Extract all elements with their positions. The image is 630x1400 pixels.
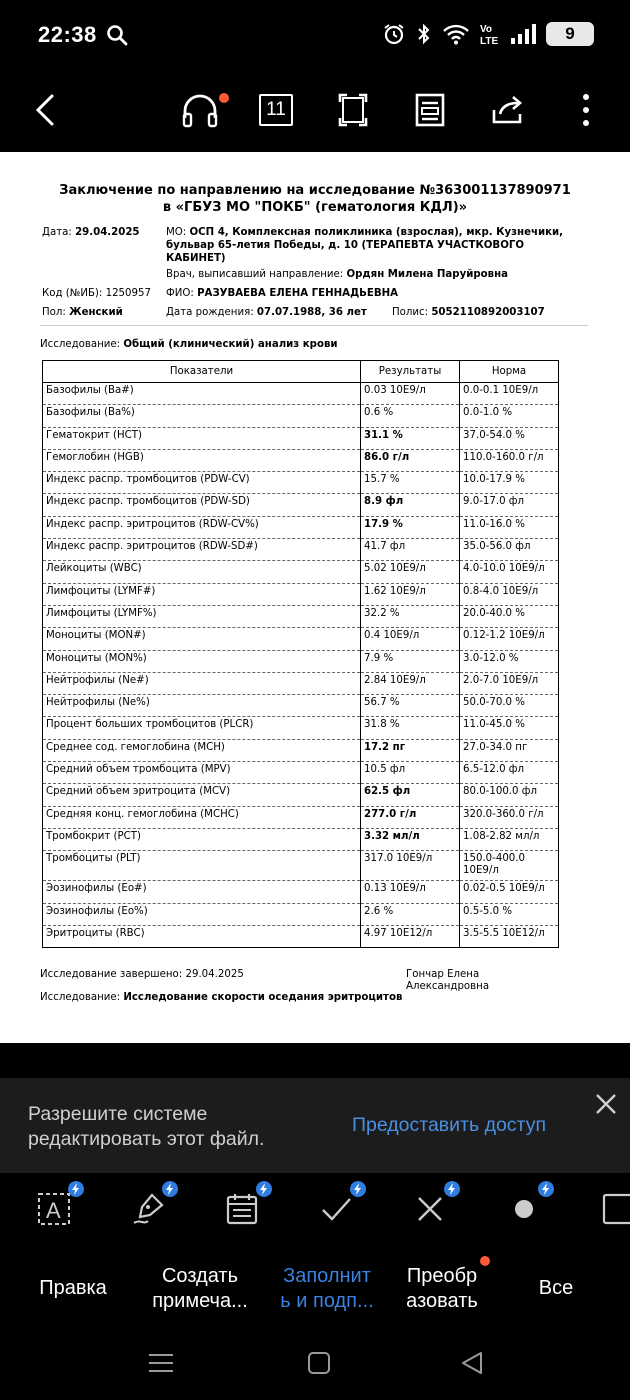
status-bar [0, 0, 630, 72]
text-tool-button[interactable] [34, 1189, 74, 1229]
policy-field [392, 306, 545, 319]
completed-value: 29.04.2025 [185, 969, 244, 980]
cell-result: 2.6 % [361, 903, 460, 925]
signal-icon [510, 23, 536, 45]
cell-result: 17.2 пг [361, 739, 460, 761]
tab-create-note[interactable] [140, 1264, 260, 1314]
dot-tool-button[interactable] [504, 1189, 544, 1229]
status-time: 22:38 [38, 22, 97, 47]
banner-message [28, 1102, 264, 1152]
cell-norm: 3.0-12.0 % [460, 650, 559, 672]
cell-result: 56.7 % [361, 695, 460, 717]
cell-norm: 20.0-40.0 % [460, 605, 559, 627]
cell-result: 7.9 % [361, 650, 460, 672]
cell-result: 41.7 фл [361, 539, 460, 561]
cell-result: 2.84 10E9/л [361, 672, 460, 694]
cell-norm: 0.8-4.0 10E9/л [460, 583, 559, 605]
bottom-tabs [0, 1250, 630, 1332]
cell-norm: 3.5-5.5 10E12/л [460, 925, 559, 947]
fullscreen-button[interactable] [329, 86, 377, 134]
date-tool-button[interactable] [222, 1189, 262, 1229]
study2-label: Исследование: [40, 992, 121, 1003]
notification-dot [480, 1256, 490, 1266]
table-row [43, 672, 559, 694]
cell-indicator: Базофилы (Ba#) [43, 383, 361, 405]
cell-norm: 1.08-2.82 мл/л [460, 828, 559, 850]
table-body [43, 383, 559, 948]
calendar-icon [225, 1192, 259, 1226]
cell-result: 0.6 % [361, 405, 460, 427]
table-row [43, 427, 559, 449]
lightning-badge-icon [350, 1181, 366, 1197]
app-toolbar [0, 72, 630, 152]
close-icon [592, 1090, 620, 1118]
tab-fill-sign-line1: Заполнит [283, 1265, 371, 1287]
cell-indicator: Средний объем эритроцита (MCV) [43, 784, 361, 806]
header-norm: Норма [460, 361, 559, 383]
cell-norm: 110.0-160.0 г/л [460, 449, 559, 471]
lightning-badge-icon [162, 1181, 178, 1197]
cell-indicator: Индекс распр. тромбоцитов (PDW-CV) [43, 472, 361, 494]
pen-nib-icon [130, 1191, 166, 1227]
tab-all[interactable] [526, 1276, 586, 1301]
header-indicator: Показатели [43, 361, 361, 383]
cell-result: 31.8 % [361, 717, 460, 739]
cell-result: 17.9 % [361, 516, 460, 538]
cell-norm: 35.0-56.0 фл [460, 539, 559, 561]
tab-convert-line2: азовать [406, 1290, 478, 1312]
lightning-badge-icon [68, 1181, 84, 1197]
alarm-icon [382, 22, 406, 46]
date-label: Дата: [42, 227, 72, 238]
cell-indicator: Базофилы (Ba%) [43, 405, 361, 427]
table-row [43, 605, 559, 627]
document-page [0, 152, 630, 1044]
table-row [43, 561, 559, 583]
dob-label: Дата рождения: [166, 307, 254, 318]
policy-value: 5052110892003107 [431, 307, 545, 318]
doctor-label: Врач, выписавший направление: [166, 269, 344, 280]
share-icon [490, 94, 526, 126]
cell-indicator: Лейкоциты (WBC) [43, 561, 361, 583]
cell-norm: 9.0-17.0 фл [460, 494, 559, 516]
signer-line-1: Гончар Елена [406, 969, 480, 980]
cell-result: 1.62 10E9/л [361, 583, 460, 605]
cell-norm: 6.5-12.0 фл [460, 762, 559, 784]
fio-value: РАЗУВАЕВА ЕЛЕНА ГЕННАДЬЕВНА [197, 288, 399, 299]
checkmark-tool-button[interactable] [316, 1189, 356, 1229]
cell-norm: 50.0-70.0 % [460, 695, 559, 717]
cell-result: 0.4 10E9/л [361, 628, 460, 650]
tab-edit-label: Правка [39, 1277, 107, 1299]
table-header-row [43, 361, 559, 383]
table-row [43, 925, 559, 947]
cell-indicator: Эозинофилы (Eo#) [43, 881, 361, 903]
cell-indicator: Тромбокрит (PCT) [43, 828, 361, 850]
cell-indicator: Моноциты (MON#) [43, 628, 361, 650]
dob-value: 07.07.1988, 36 лет [256, 307, 367, 318]
dot-icon [513, 1198, 535, 1220]
read-aloud-button[interactable] [176, 86, 224, 134]
fio-field [166, 287, 398, 300]
cell-norm: 0.5-5.0 % [460, 903, 559, 925]
table-row [43, 784, 559, 806]
reading-mode-button[interactable] [406, 86, 454, 134]
fio-label: ФИО: [166, 288, 194, 299]
search-icon [106, 24, 128, 46]
text-box-icon [37, 1192, 71, 1226]
code-value: 1250957 [105, 288, 151, 299]
back-triangle-icon [458, 1348, 488, 1378]
signer-line-2: Александровна [406, 981, 490, 992]
table-row [43, 628, 559, 650]
cell-norm: 0.12-1.2 10E9/л [460, 628, 559, 650]
banner-close-button[interactable] [592, 1090, 620, 1118]
system-back-button[interactable] [458, 1348, 488, 1378]
cross-tool-button[interactable] [410, 1189, 450, 1229]
permission-banner [0, 1078, 630, 1173]
tab-convert[interactable] [392, 1264, 492, 1314]
doctor-field [166, 268, 508, 281]
table-row [43, 383, 559, 405]
wifi-icon [442, 23, 470, 45]
more-options-button[interactable] [562, 86, 610, 134]
cell-norm: 4.0-10.0 10E9/л [460, 561, 559, 583]
header-result: Результаты [361, 361, 460, 383]
table-row [43, 806, 559, 828]
table-row [43, 881, 559, 903]
cell-norm: 27.0-34.0 пг [460, 739, 559, 761]
battery-indicator: 9 [546, 22, 594, 46]
bluetooth-icon [416, 22, 432, 46]
tab-create-note-line2: примеча... [152, 1290, 248, 1312]
cell-result: 0.13 10E9/л [361, 881, 460, 903]
mo-line-1: ОСП 4, Комплексная поликлиника (взрослая), мкр. Кузнечики, [189, 227, 564, 238]
title-line-2: в «ГБУЗ МО "ПОКБ" (гематология КДЛ)» [162, 200, 468, 215]
cell-indicator: Нейтрофилы (Ne#) [43, 672, 361, 694]
study2-field [40, 991, 402, 1004]
cell-result: 10.5 фл [361, 762, 460, 784]
cell-indicator: Нейтрофилы (Ne%) [43, 695, 361, 717]
signature-tool-button[interactable] [128, 1189, 168, 1229]
results-table [42, 360, 559, 948]
study2-value: Исследование скорости оседания эритроцитов [123, 992, 403, 1003]
tab-create-note-line1: Создать [161, 1265, 238, 1287]
study-label: Исследование: [40, 339, 121, 350]
document-title [0, 182, 630, 216]
table-row [43, 762, 559, 784]
date-value: 29.04.2025 [75, 227, 140, 238]
mo-line-2: бульвар 65-летия Победы, д. 10 (ТЕРАПЕВТА УЧАСТКОВОГО [166, 240, 525, 251]
tab-fill-sign-line2: ь и подп... [280, 1290, 374, 1312]
back-button[interactable] [22, 86, 70, 134]
cell-result: 31.1 % [361, 427, 460, 449]
cell-result: 277.0 г/л [361, 806, 460, 828]
policy-label: Полис: [392, 307, 429, 318]
lightning-badge-icon [538, 1181, 554, 1197]
svg-text:A: A [46, 1198, 61, 1223]
cell-norm: 0.02-0.5 10E9/л [460, 881, 559, 903]
more-tools-button[interactable] [598, 1189, 630, 1229]
cell-indicator: Тромбоциты (PLT) [43, 851, 361, 881]
tab-all-label: Все [538, 1277, 574, 1299]
system-nav-bar [0, 1332, 630, 1400]
page-count-box: 11 [259, 94, 293, 126]
cell-indicator: Индекс распр. тромбоцитов (PDW-SD) [43, 494, 361, 516]
svg-text:LTE: LTE [480, 36, 499, 46]
svg-text:Vo: Vo [480, 24, 493, 35]
cell-indicator: Эозинофилы (Eo%) [43, 903, 361, 925]
partial-tool-icon [598, 1192, 630, 1226]
sex-field [42, 306, 123, 319]
cell-indicator: Гемоглобин (HGB) [43, 449, 361, 471]
cell-result: 86.0 г/л [361, 449, 460, 471]
volte-icon [480, 22, 500, 46]
cell-indicator: Среднее сод. гемоглобина (MCH) [43, 739, 361, 761]
page-count-button[interactable] [252, 86, 300, 134]
cell-result: 4.97 10E12/л [361, 925, 460, 947]
cell-norm: 11.0-45.0 % [460, 717, 559, 739]
cell-norm: 37.0-54.0 % [460, 427, 559, 449]
mo-label: МО: [166, 227, 187, 238]
cell-norm: 80.0-100.0 фл [460, 784, 559, 806]
cell-indicator: Моноциты (MON%) [43, 650, 361, 672]
dob-field [166, 306, 367, 319]
cell-norm: 2.0-7.0 10E9/л [460, 672, 559, 694]
tab-fill-sign[interactable] [272, 1264, 382, 1314]
table-row [43, 494, 559, 516]
title-line-1: Заключение по направлению на исследование №363001137890971 [59, 183, 571, 198]
lightning-badge-icon [256, 1181, 272, 1197]
cell-result: 5.02 10E9/л [361, 561, 460, 583]
code-label: Код (№ИБ): [42, 288, 103, 299]
share-button[interactable] [484, 86, 532, 134]
cell-indicator: Индекс распр. эритроцитов (RDW-CV%) [43, 516, 361, 538]
grant-access-button[interactable]: Предоставить доступ [352, 1114, 547, 1136]
completed-field [40, 968, 244, 981]
cell-result: 32.2 % [361, 605, 460, 627]
tab-edit[interactable] [30, 1276, 116, 1301]
table-row [43, 695, 559, 717]
date-field [42, 226, 140, 239]
cell-indicator: Средний объем тромбоцита (MPV) [43, 762, 361, 784]
cell-norm: 0.0-1.0 % [460, 405, 559, 427]
divider [40, 325, 588, 326]
table-row [43, 903, 559, 925]
back-arrow-icon [34, 93, 58, 127]
mo-field [166, 226, 563, 239]
headphones-icon [181, 92, 219, 128]
table-row [43, 583, 559, 605]
table-row [43, 739, 559, 761]
cell-result: 317.0 10E9/л [361, 851, 460, 881]
code-field [42, 287, 151, 300]
cell-indicator: Лимфоциты (LYMF#) [43, 583, 361, 605]
cell-indicator: Эритроциты (RBC) [43, 925, 361, 947]
banner-line-1: Разрешите системе [28, 1103, 208, 1125]
notification-dot [219, 93, 229, 103]
cell-indicator: Средняя конц. гемоглобина (MCHC) [43, 806, 361, 828]
table-row [43, 650, 559, 672]
cell-result: 3.32 мл/л [361, 828, 460, 850]
menu-lines-icon [146, 1348, 176, 1378]
table-row [43, 449, 559, 471]
document-view-icon [415, 93, 445, 127]
table-row [43, 539, 559, 561]
recents-button[interactable] [146, 1348, 176, 1378]
banner-line-2: редактировать этот файл. [28, 1128, 265, 1150]
lightning-badge-icon [444, 1181, 460, 1197]
cell-result: 62.5 фл [361, 784, 460, 806]
table-row [43, 516, 559, 538]
sex-label: Пол: [42, 307, 66, 318]
completed-label: Исследование завершено: [40, 969, 183, 980]
table-row [43, 472, 559, 494]
cell-indicator: Гематокрит (HCT) [43, 427, 361, 449]
home-button[interactable] [304, 1348, 334, 1378]
cell-norm: 10.0-17.9 % [460, 472, 559, 494]
fullscreen-icon [338, 93, 368, 127]
sex-value: Женский [69, 307, 123, 318]
cell-indicator: Процент больших тромбоцитов (PLCR) [43, 717, 361, 739]
table-row [43, 828, 559, 850]
table-row [43, 851, 559, 881]
cell-indicator: Лимфоциты (LYMF%) [43, 605, 361, 627]
cell-indicator: Индекс распр. эритроцитов (RDW-SD#) [43, 539, 361, 561]
mo-line-3: КАБИНЕТ) [166, 253, 226, 264]
tab-convert-line1: Преобр [406, 1265, 478, 1287]
cross-mark-icon [415, 1194, 445, 1224]
cell-norm: 150.0-400.0 10E9/л [460, 851, 559, 881]
cell-result: 8.9 фл [361, 494, 460, 516]
study-field [40, 338, 338, 351]
table-row [43, 717, 559, 739]
home-square-icon [304, 1348, 334, 1378]
cell-norm: 0.0-0.1 10E9/л [460, 383, 559, 405]
cell-result: 15.7 % [361, 472, 460, 494]
cell-norm: 11.0-16.0 % [460, 516, 559, 538]
study-value: Общий (клинический) анализ крови [123, 339, 338, 350]
doctor-value: Ордян Милена Паруйровна [346, 269, 509, 280]
table-row [43, 405, 559, 427]
edit-tools-bar [0, 1173, 630, 1249]
checkmark-icon [319, 1192, 353, 1226]
cell-norm: 320.0-360.0 г/л [460, 806, 559, 828]
cell-result: 0.03 10E9/л [361, 383, 460, 405]
more-vertical-icon [582, 93, 590, 127]
page-edge [0, 1043, 630, 1047]
